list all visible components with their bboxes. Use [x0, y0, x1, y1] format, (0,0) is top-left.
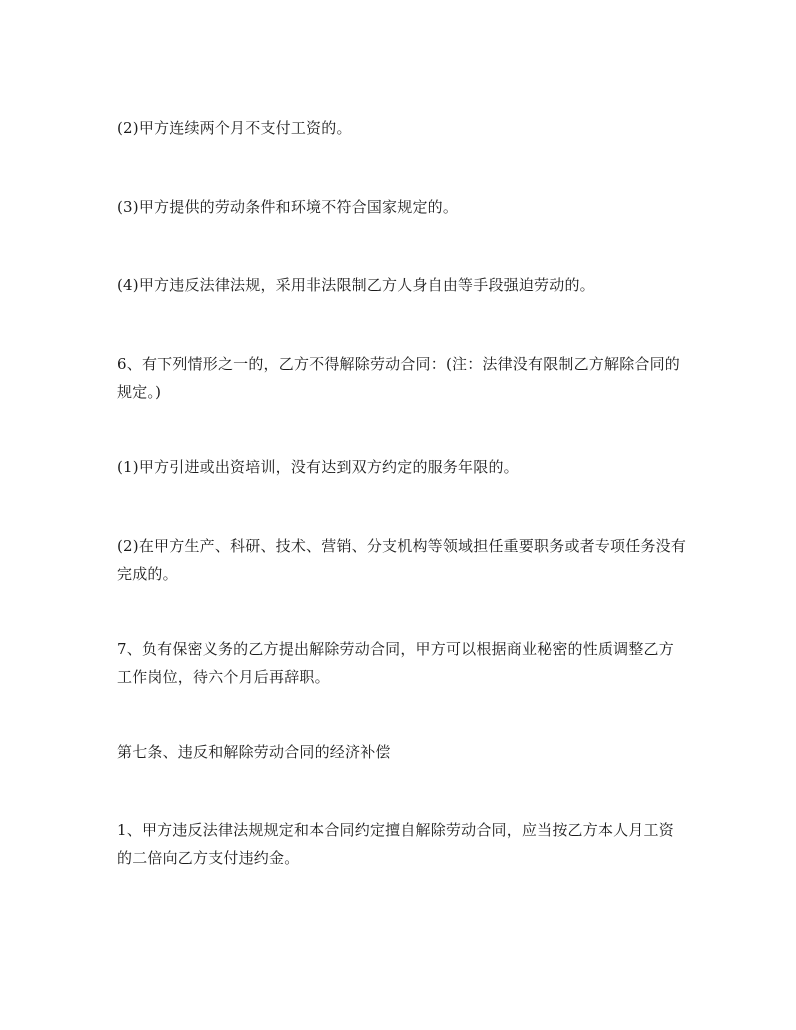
paragraph-4-forced-labor: (4)甲方违反法律法规，采用非法限制乙方人身自由等手段强迫劳动的。 [117, 276, 595, 294]
paragraph-7-confidentiality: 7、负有保密义务的乙方提出解除劳动合同，甲方可以根据商业秘密的性质调整乙方工作岗位，待六个月后再辞职。 [117, 640, 674, 686]
paragraph-2-unpaid-wages: (2)甲方连续两个月不支付工资的。 [117, 119, 352, 137]
paragraph-1-training-service-term: (1)甲方引进或出资培训，没有达到双方约定的服务年限的。 [117, 458, 519, 476]
paragraph-6-no-termination: 6、有下列情形之一的，乙方不得解除劳动合同：(注：法律没有限制乙方解除合同的规定。) [117, 355, 680, 401]
paragraph-3-working-conditions: (3)甲方提供的劳动条件和环境不符合国家规定的。 [117, 198, 459, 216]
section-heading-article-7: 第七条、违反和解除劳动合同的经济补偿 [117, 743, 391, 761]
paragraph-2-important-duties: (2)在甲方生产、科研、技术、营销、分支机构等领域担任重要职务或者专项任务没有完成的。 [117, 537, 687, 583]
paragraph-1-breach-compensation: 1、甲方违反法律法规规定和本合同约定擅自解除劳动合同，应当按乙方本人月工资的二倍向乙方支付违约金。 [117, 821, 674, 867]
